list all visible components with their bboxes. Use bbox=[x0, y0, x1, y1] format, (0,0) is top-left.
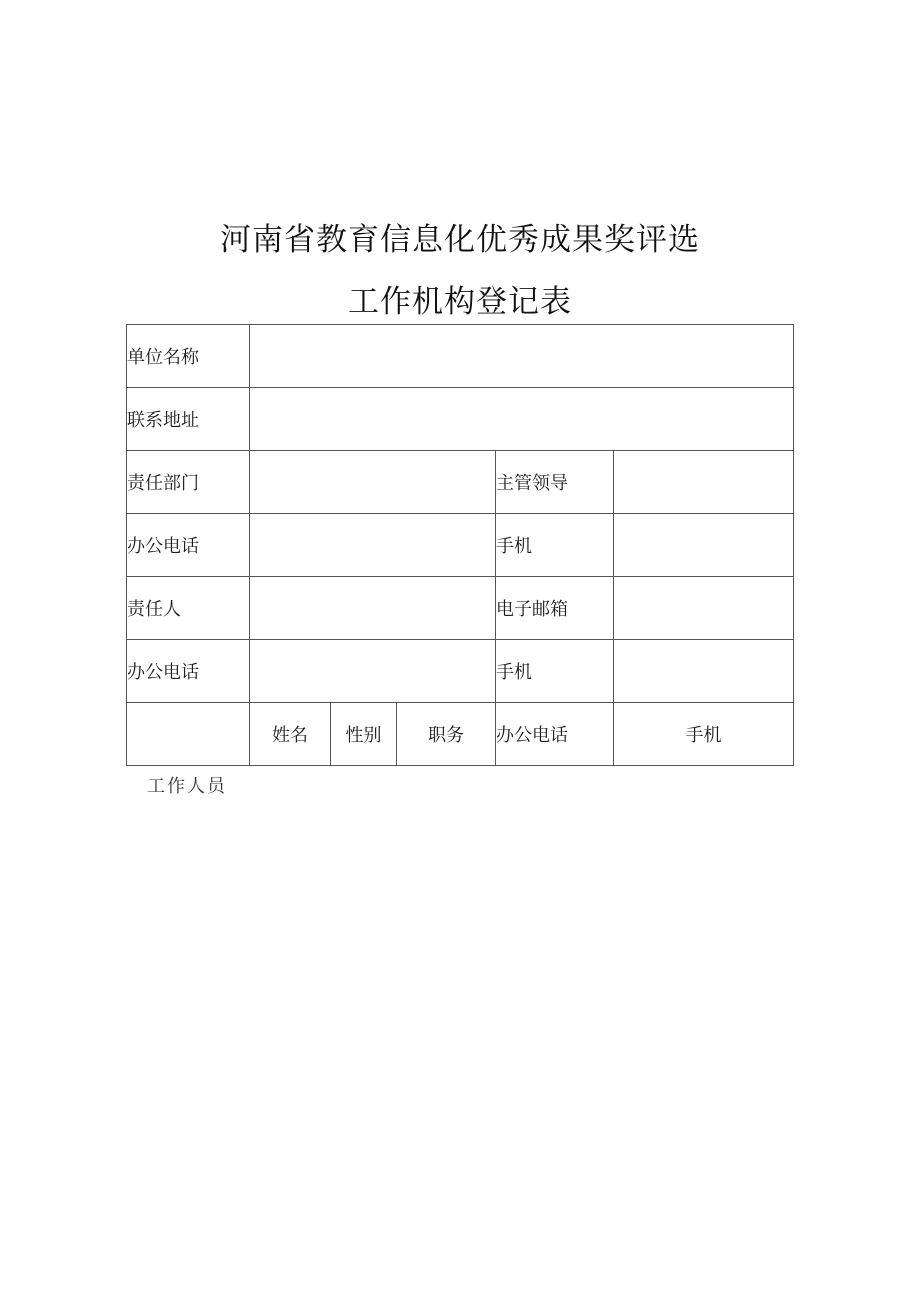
email-label: 电子邮箱 bbox=[496, 577, 614, 640]
office-phone-field-2[interactable] bbox=[250, 640, 496, 703]
mobile-label-2: 手机 bbox=[496, 640, 614, 703]
staff-col-gender: 性别 bbox=[331, 703, 397, 766]
office-phone-field-1[interactable] bbox=[250, 514, 496, 577]
staff-col-name: 姓名 bbox=[250, 703, 331, 766]
office-phone-label-1: 办公电话 bbox=[127, 514, 250, 577]
mobile-label-1: 手机 bbox=[496, 514, 614, 577]
staff-label: 工作人员 bbox=[147, 776, 227, 797]
department-field[interactable] bbox=[250, 451, 496, 514]
leader-label: 主管领导 bbox=[496, 451, 614, 514]
row-staff-header bbox=[127, 703, 794, 766]
row-department bbox=[127, 451, 794, 514]
row-office-phone-2 bbox=[127, 640, 794, 703]
document-title-line-1: 河南省教育信息化优秀成果奖评选 bbox=[220, 222, 700, 258]
department-label: 责任部门 bbox=[127, 451, 250, 514]
document-title-line-2: 工作机构登记表 bbox=[348, 284, 572, 320]
unit-name-field[interactable] bbox=[250, 325, 794, 388]
row-address bbox=[127, 388, 794, 451]
staff-col-office-phone: 办公电话 bbox=[496, 703, 614, 766]
responsible-person-label: 责任人 bbox=[127, 577, 250, 640]
mobile-field-1[interactable] bbox=[614, 514, 794, 577]
office-phone-label-2: 办公电话 bbox=[127, 640, 250, 703]
responsible-person-field[interactable] bbox=[250, 577, 496, 640]
row-responsible-person bbox=[127, 577, 794, 640]
staff-label-cell bbox=[127, 703, 250, 766]
leader-field[interactable] bbox=[614, 451, 794, 514]
address-label: 联系地址 bbox=[127, 388, 250, 451]
staff-col-position: 职务 bbox=[397, 703, 496, 766]
row-unit-name bbox=[127, 325, 794, 388]
staff-col-mobile: 手机 bbox=[614, 703, 794, 766]
unit-name-label: 单位名称 bbox=[127, 325, 250, 388]
registration-form-table bbox=[126, 324, 794, 766]
mobile-field-2[interactable] bbox=[614, 640, 794, 703]
email-field[interactable] bbox=[614, 577, 794, 640]
row-office-phone-1 bbox=[127, 514, 794, 577]
address-field[interactable] bbox=[250, 388, 794, 451]
